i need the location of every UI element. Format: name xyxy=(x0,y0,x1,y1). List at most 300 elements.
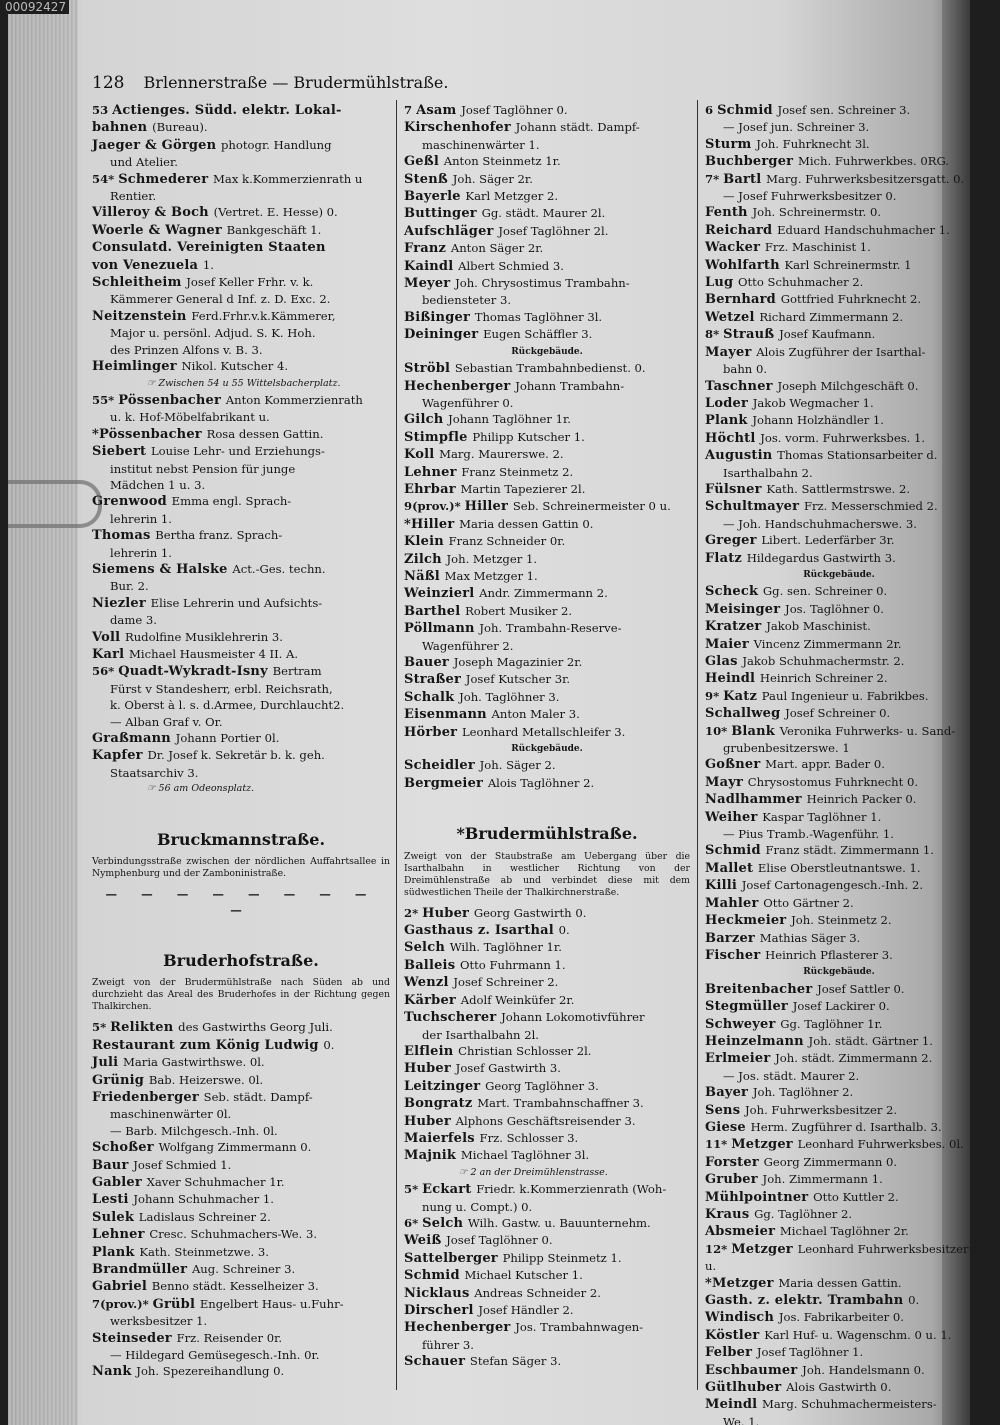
resident-name: Sens xyxy=(705,1102,745,1118)
house-number: 8* xyxy=(705,327,720,342)
directory-entry xyxy=(404,1215,690,1232)
resident-name: Nadlhammer xyxy=(705,792,807,808)
column-left xyxy=(92,102,390,1381)
entry-detail: lehrerin 1. xyxy=(110,545,172,560)
entry-detail: Jakob Schuhmachermstr. 2. xyxy=(742,654,905,668)
entry-detail: Act.-Ges. techn. xyxy=(232,561,326,576)
entry-detail: Eugen Schäffler 3. xyxy=(483,327,593,342)
resident-name: Buttinger xyxy=(404,206,482,222)
resident-name: Gabler xyxy=(92,1174,147,1190)
directory-entry xyxy=(705,877,970,894)
entry-detail: (Bureau). xyxy=(152,120,208,135)
resident-name: Hiller xyxy=(464,499,513,515)
directory-entry xyxy=(404,974,690,991)
entry-detail: Johann Lokomotivführer xyxy=(501,1010,645,1025)
resident-name: Schmid xyxy=(705,843,766,859)
resident-name: Hörber xyxy=(404,724,462,740)
resident-name: Huber xyxy=(422,905,474,921)
directory-entry xyxy=(92,325,390,341)
directory-entry xyxy=(92,1037,390,1054)
entry-detail: Joh. Taglöhner 3. xyxy=(459,689,560,704)
entry-detail: bediensteter 3. xyxy=(422,293,512,308)
directory-entry xyxy=(705,964,970,980)
directory-entry xyxy=(705,412,970,429)
resident-name: Stegmüller xyxy=(705,999,793,1015)
directory-entry xyxy=(404,240,690,257)
entry-detail: dame 3. xyxy=(110,613,157,628)
directory-entry xyxy=(92,1226,390,1243)
house-number: 12* xyxy=(705,1241,728,1256)
street-description: Verbindungsstraße zwischen der nördlichen Auffahrtsallee in Nymphenburg und der Zamboninistraße. xyxy=(92,856,390,880)
resident-name: Franz xyxy=(404,241,451,257)
directory-entry xyxy=(404,516,690,533)
entry-detail: Rückgebäude. xyxy=(511,346,583,357)
entry-detail: Johann Taglöhner 1r. xyxy=(448,412,571,427)
entry-detail: ☞ 2 an der Dreimühlenstrasse. xyxy=(459,1166,608,1178)
entry-detail: der Isarthalbahn 2l. xyxy=(422,1027,539,1042)
entry-detail: Frz. Messerschmied 2. xyxy=(803,499,938,514)
resident-name: *Metzger xyxy=(705,1275,779,1291)
entry-detail: Gg. sen. Schreiner 0. xyxy=(762,584,888,599)
entry-detail: Dr. Josef k. Sekretär b. k. geh. xyxy=(147,748,325,763)
entry-detail: Michael Hausmeister 4 II. A. xyxy=(129,647,299,661)
entry-detail: Joh. Trambahn-Reserve- xyxy=(479,621,622,636)
resident-name: Quadt-Wykradt-Isny xyxy=(118,664,273,680)
resident-name: Höchtl xyxy=(705,430,761,446)
entry-detail: Wilh. Taglöhner 1r. xyxy=(449,940,562,955)
entry-detail: Maria Gastwirthswe. 0l. xyxy=(123,1055,265,1070)
entry-detail: Adolf Weinküfer 2r. xyxy=(460,992,575,1007)
resident-name: Barthel xyxy=(404,603,466,619)
entry-detail: Otto Schuhmacher 2. xyxy=(738,275,864,290)
directory-entry xyxy=(404,326,690,343)
entry-detail: Libert. Lederfärber 3r. xyxy=(761,533,895,548)
entry-detail: Otto Kuttler 2. xyxy=(813,1189,899,1204)
resident-name: Ströbl xyxy=(404,361,455,377)
resident-name: Flatz xyxy=(705,550,747,566)
directory-entry xyxy=(92,392,390,409)
resident-name: Schmederer xyxy=(118,171,214,187)
directory-entry xyxy=(705,1102,970,1119)
entry-detail: Joh. Zimmermann 1. xyxy=(762,1172,883,1187)
directory-entry xyxy=(92,765,390,781)
entry-detail: Mädchen 1 u. 3. xyxy=(110,477,206,492)
directory-entry xyxy=(92,1106,390,1122)
directory-entry xyxy=(92,1089,390,1106)
directory-entry xyxy=(92,681,390,697)
directory-entry xyxy=(92,578,390,594)
entry-detail: Max k.Kommerzienrath u xyxy=(213,171,363,186)
entry-detail: Karl Metzger 2. xyxy=(465,189,559,204)
entry-detail: Karl Schreinermstr. 1 xyxy=(784,257,912,272)
directory-entry xyxy=(705,1223,970,1240)
entry-detail: Max Metzger 1. xyxy=(444,568,538,583)
directory-entry xyxy=(92,358,390,375)
directory-entry xyxy=(705,102,970,119)
entry-detail: Elise Lehrerin und Aufsichts- xyxy=(150,595,323,610)
entry-detail: Hildegardus Gastwirth 3. xyxy=(746,550,896,565)
resident-name: Schoßer xyxy=(92,1140,159,1156)
page-number: 128 xyxy=(92,73,125,93)
directory-entry xyxy=(705,791,970,808)
resident-name: Gilch xyxy=(404,412,449,428)
directory-entry xyxy=(92,730,390,747)
entry-detail: Chrysostomus Fuhrknecht 0. xyxy=(747,774,919,789)
directory-entry xyxy=(92,629,390,646)
house-number: 6 xyxy=(705,103,714,117)
directory-entry xyxy=(92,239,390,256)
directory-entry xyxy=(404,1353,690,1370)
entry-detail: Benno städt. Kesselheizer 3. xyxy=(151,1279,319,1294)
directory-entry xyxy=(92,1363,390,1380)
directory-entry xyxy=(705,774,970,791)
entry-detail: Joh. Chrysostimus Trambahn- xyxy=(455,276,630,291)
directory-entry xyxy=(92,1278,390,1295)
column-middle xyxy=(404,102,690,1371)
entry-detail: Franz Steinmetz 2. xyxy=(461,464,574,479)
house-number: 54* xyxy=(92,171,115,186)
entry-detail: Robert Musiker 2. xyxy=(465,603,573,618)
resident-name: Schauer xyxy=(404,1354,470,1370)
entry-detail: — Josef jun. Schreiner 3. xyxy=(723,120,870,135)
resident-name: Eckart xyxy=(422,1182,477,1198)
directory-entry xyxy=(705,1344,970,1361)
directory-entry xyxy=(404,1130,690,1147)
directory-entry xyxy=(92,154,390,170)
directory-entry xyxy=(92,527,390,544)
resident-name: Bißinger xyxy=(404,309,475,325)
directory-entry xyxy=(404,1285,690,1302)
directory-entry xyxy=(404,1181,690,1198)
directory-entry xyxy=(705,481,970,498)
resident-name: Selch xyxy=(404,940,450,956)
entry-detail: nung u. Compt.) 0. xyxy=(422,1199,533,1214)
directory-entry xyxy=(92,1347,390,1363)
entry-detail: — Hildegard Gemüsegesch.-Inh. 0r. xyxy=(110,1348,320,1362)
directory-entry xyxy=(92,1330,390,1347)
resident-name: Gasth. z. elektr. Trambahn xyxy=(705,1293,909,1309)
entry-detail: Seb. Schreinermeister 0 u. xyxy=(512,499,671,514)
directory-entry xyxy=(92,545,390,561)
entry-detail: k. Oberst à l. s. d.Armee, Durchlaucht2. xyxy=(110,698,345,713)
entry-detail: Nikol. Kutscher 4. xyxy=(181,359,289,374)
entry-detail: Heinrich Packer 0. xyxy=(806,792,917,807)
directory-entry xyxy=(705,895,970,912)
resident-name: Glas xyxy=(705,654,743,669)
directory-entry xyxy=(92,426,390,443)
entry-detail: Mich. Fuhrwerkbes. 0RG. xyxy=(797,154,949,169)
entry-detail: Richard Zimmermann 2. xyxy=(759,309,904,324)
resident-name: Gasthaus z. Isarthal xyxy=(404,923,559,939)
entry-detail: Joh. Metzger 1. xyxy=(446,551,538,566)
resident-name: Wenzl xyxy=(404,975,454,991)
directory-entry xyxy=(404,1113,690,1130)
directory-entry xyxy=(705,136,970,153)
directory-entry xyxy=(92,1209,390,1226)
resident-name: Mayr xyxy=(705,774,748,790)
resident-name: Siemens & Halske xyxy=(92,561,233,577)
entry-detail: Sebastian Trambahnbedienst. 0. xyxy=(454,361,646,376)
entry-detail: Anton Säger 2r. xyxy=(450,241,544,256)
entry-detail: Seb. städt. Dampf- xyxy=(203,1089,313,1104)
street-heading: Bruderhofstraße. xyxy=(163,950,319,970)
directory-entry xyxy=(92,308,390,325)
resident-name: Relikten xyxy=(110,1020,179,1036)
directory-entry xyxy=(92,1139,390,1156)
entry-detail: (Vertret. E. Hesse) 0. xyxy=(213,205,338,220)
house-number: 6* xyxy=(404,1215,419,1230)
resident-name: Sattelberger xyxy=(404,1250,503,1266)
entry-detail: Joh. Handelsmann 0. xyxy=(802,1362,925,1377)
directory-entry xyxy=(92,342,390,358)
entry-detail: maschinenwärter 1. xyxy=(422,137,540,152)
resident-name: Majnik xyxy=(404,1148,461,1164)
entry-detail: Johann Portier 0l. xyxy=(175,731,280,746)
entry-detail: Marg. Fuhrwerksbesitzersgatt. 0. xyxy=(766,171,965,186)
resident-name: Niezler xyxy=(92,595,151,611)
entry-detail: Jakob Maschinist. xyxy=(766,619,871,634)
entry-detail: Michael Taglöhner 2r. xyxy=(779,1224,909,1239)
directory-entry xyxy=(404,1319,690,1336)
house-number: 7* xyxy=(705,171,720,186)
directory-entry xyxy=(705,636,970,653)
resident-name: Steinseder xyxy=(92,1330,177,1346)
entry-detail: u. k. Hof-Möbelfabrikant u. xyxy=(110,410,270,425)
resident-name: von Venezuela xyxy=(92,257,203,273)
directory-entry xyxy=(705,447,970,464)
entry-detail: — Barb. Milchgesch.-Inh. 0l. xyxy=(110,1123,278,1138)
directory-entry xyxy=(404,292,690,308)
directory-entry xyxy=(404,603,690,620)
entry-detail: Marg. Schuhmachermeisters- xyxy=(762,1397,937,1412)
entries-block xyxy=(92,102,390,798)
entry-detail: Stefan Säger 3. xyxy=(469,1354,562,1369)
resident-name: Actienges. Südd. elektr. Lokal- xyxy=(112,103,342,118)
resident-name: Schweyer xyxy=(705,1016,781,1032)
entry-detail: Alphons Geschäftsreisender 3. xyxy=(455,1113,636,1128)
entry-detail: Joh. Taglöhner 2. xyxy=(752,1085,854,1100)
entry-detail: Kath. Sattlermstrswe. 2. xyxy=(766,481,911,496)
entry-detail: Georg Gastwirth 0. xyxy=(473,905,587,920)
directory-entry xyxy=(404,585,690,602)
entry-detail: Elise Oberstleutnantswe. 1. xyxy=(757,860,921,875)
entry-detail: Ferd.Frhr.v.k.Kämmerer, xyxy=(191,308,336,323)
entry-detail: Joh. Säger 2. xyxy=(479,758,556,773)
entry-detail: Josef Gastwirth 3. xyxy=(455,1061,561,1076)
directory-entry xyxy=(404,446,690,463)
entry-detail: Josef Händler 2. xyxy=(478,1303,574,1317)
directory-entry xyxy=(705,723,970,740)
entry-detail: Alois Taglöhner 2. xyxy=(487,775,595,790)
running-header xyxy=(92,73,449,95)
directory-entry xyxy=(404,1043,690,1060)
entry-detail: Vincenz Zimmermann 2r. xyxy=(753,636,902,651)
entry-detail: Michael Taglöhner 3l. xyxy=(460,1148,590,1163)
entry-detail: — Pius Tramb.-Wagenführ. 1. xyxy=(723,827,894,842)
entry-detail: Bertram xyxy=(272,664,322,679)
house-number: 55* xyxy=(92,392,115,407)
resident-name: *Pössenbacher xyxy=(92,426,207,442)
resident-name: Wetzel xyxy=(705,309,760,325)
house-number: 7(prov.)* xyxy=(92,1296,149,1311)
resident-name: Mayer xyxy=(705,344,757,360)
resident-name: Reichard xyxy=(705,222,778,238)
resident-name: Grübl xyxy=(152,1296,200,1312)
entry-detail: und Atelier. xyxy=(110,155,178,170)
entry-detail: Wagenführer 0. xyxy=(422,395,514,410)
directory-entry xyxy=(705,1084,970,1101)
directory-entry xyxy=(404,671,690,688)
directory-entry xyxy=(92,511,390,527)
directory-entry xyxy=(404,905,690,922)
entry-detail: lehrerin 1. xyxy=(110,511,172,526)
directory-entry xyxy=(92,137,390,154)
directory-entry xyxy=(705,188,970,204)
entry-detail: Joh. städt. Zimmermann 2. xyxy=(775,1051,933,1066)
directory-entry xyxy=(404,171,690,188)
directory-entry xyxy=(404,395,690,411)
resident-name: Maier xyxy=(705,636,754,652)
house-number: 2* xyxy=(404,905,419,920)
entry-detail: Joh. Fuhrwerksbesitzer 2. xyxy=(744,1102,898,1117)
resident-name: Fischer xyxy=(705,947,766,963)
directory-entry xyxy=(404,429,690,446)
entry-detail: Joh. Schreinermstr. 0. xyxy=(752,205,882,220)
directory-entry xyxy=(92,222,390,239)
resident-name: Grenwood xyxy=(92,494,172,510)
entry-detail: Johann Holzhändler 1. xyxy=(752,413,884,428)
resident-name: Klein xyxy=(404,534,449,550)
directory-entry xyxy=(404,741,690,757)
entry-detail: Andreas Schneider 2. xyxy=(474,1285,601,1300)
directory-entry xyxy=(705,309,970,326)
directory-entry xyxy=(705,498,970,515)
directory-entry xyxy=(92,477,390,493)
directory-entry xyxy=(705,860,970,877)
resident-name: Weiher xyxy=(705,809,763,825)
resident-name: Kratzer xyxy=(705,619,767,635)
entry-detail: Josef Sattler 0. xyxy=(817,981,905,996)
entry-detail: Marg. Maurerswe. 2. xyxy=(439,447,564,462)
resident-name: Näßl xyxy=(404,568,445,584)
entry-detail: Jos. Fabrikarbeiter 0. xyxy=(778,1310,904,1325)
entry-detail: Kämmerer General d Inf. z. D. Exc. 2. xyxy=(110,292,331,307)
entry-detail: ☞ 56 am Odeonsplatz. xyxy=(147,783,255,795)
resident-name: Sturm xyxy=(705,136,757,152)
entry-detail: Rentier. xyxy=(110,189,157,204)
directory-entry xyxy=(404,102,690,119)
resident-name: Siebert xyxy=(92,444,151,460)
resident-name: Hechenberger xyxy=(404,378,516,394)
entries-block xyxy=(92,1019,390,1381)
entry-detail: Josef Kaufmann. xyxy=(779,327,876,342)
resident-name: Thomas xyxy=(92,528,156,544)
house-number: 53 xyxy=(92,103,109,117)
entry-detail: Josef sen. Schreiner 3. xyxy=(777,103,911,117)
entry-detail: Louise Lehr- und Erziehungs- xyxy=(150,444,325,459)
entry-detail: Rückgebäude. xyxy=(803,569,875,580)
directory-entry xyxy=(705,291,970,308)
resident-name: Graßmann xyxy=(92,731,176,747)
house-number: 5* xyxy=(404,1182,419,1197)
entry-detail: Emma engl. Sprach- xyxy=(171,494,292,509)
resident-name: Mahler xyxy=(705,895,764,911)
resident-name: Felber xyxy=(705,1345,757,1361)
directory-entry xyxy=(404,568,690,585)
entry-detail: Paul Ingenieur u. Fabrikbes. xyxy=(761,688,929,703)
directory-entry xyxy=(404,620,690,637)
directory-entry xyxy=(705,550,970,567)
entry-detail: des Prinzen Alfons v. B. 3. xyxy=(110,342,263,357)
entry-detail: Joseph Magazinier 2r. xyxy=(453,655,583,669)
house-number: 10* xyxy=(705,723,728,738)
resident-name: Deininger xyxy=(404,327,484,343)
entry-detail: Fürst v Standesherr, erbl. Reichsrath, xyxy=(110,681,333,696)
resident-name: Pöllmann xyxy=(404,621,480,637)
directory-entry xyxy=(92,1261,390,1278)
directory-entry xyxy=(92,274,390,291)
resident-name: Eisenmann xyxy=(404,707,492,723)
resident-name: Meyer xyxy=(404,276,456,292)
entry-detail: Ladislaus Schreiner 2. xyxy=(138,1209,271,1224)
directory-entry xyxy=(705,740,970,756)
entry-detail: Mart. appr. Bader 0. xyxy=(765,757,885,772)
directory-entry xyxy=(705,1171,970,1188)
resident-name: Koll xyxy=(404,447,440,463)
street-description: Zweigt von der Staubstraße am Uebergang über die Isarthalbahn in westlicher Richtung von der Dreimühlenstraße ab und verbindet diese mit dem südwestlichen Theile der Thalkirchnerstraße. xyxy=(404,850,690,898)
entry-detail: photogr. Handlung xyxy=(221,137,332,152)
resident-name: Eschbaumer xyxy=(705,1362,803,1378)
directory-entry xyxy=(92,376,390,392)
directory-entry xyxy=(92,409,390,425)
directory-entry xyxy=(404,1078,690,1095)
entry-detail: Gottfried Fuhrknecht 2. xyxy=(780,292,922,307)
resident-name: Heindl xyxy=(705,671,760,687)
resident-name: Sulek xyxy=(92,1209,139,1225)
directory-entry xyxy=(92,171,390,188)
directory-entry xyxy=(404,1302,690,1319)
directory-entry xyxy=(705,998,970,1015)
entry-detail: Jos. Trambahnwagen- xyxy=(515,1320,644,1335)
directory-entry xyxy=(92,1054,390,1071)
directory-entry xyxy=(404,360,690,377)
directory-entry xyxy=(404,1250,690,1267)
entry-detail: Franz Schneider 0r. xyxy=(448,534,566,549)
entry-detail: Kaspar Taglöhner 1. xyxy=(762,809,882,824)
entry-detail: Heinrich Pflasterer 3. xyxy=(765,947,893,962)
directory-entry xyxy=(705,361,970,377)
directory-entry xyxy=(92,1072,390,1089)
directory-entry xyxy=(705,1050,970,1067)
resident-name: Blank xyxy=(731,723,780,739)
directory-entry xyxy=(404,1337,690,1353)
entry-detail: grubenbesitzerswe. 1 xyxy=(723,741,850,756)
resident-name: Loder xyxy=(705,395,753,411)
entries-block xyxy=(404,905,690,1371)
entry-detail: Frz. Schlosser 3. xyxy=(479,1130,579,1145)
directory-entry xyxy=(92,461,390,477)
entry-detail: — Joh. Handschuhmacherswe. 3. xyxy=(723,516,917,531)
directory-entry xyxy=(404,223,690,240)
directory-entry xyxy=(705,395,970,412)
resident-name: Lesti xyxy=(92,1192,134,1208)
resident-name: Leitzinger xyxy=(404,1078,486,1094)
entry-detail: Aug. Schreiner 3. xyxy=(191,1261,296,1276)
directory-entry xyxy=(705,567,970,583)
entry-detail: Xaver Schuhmacher 1r. xyxy=(146,1174,285,1189)
resident-name: Taschner xyxy=(705,378,778,394)
resident-name: *Hiller xyxy=(404,516,460,532)
